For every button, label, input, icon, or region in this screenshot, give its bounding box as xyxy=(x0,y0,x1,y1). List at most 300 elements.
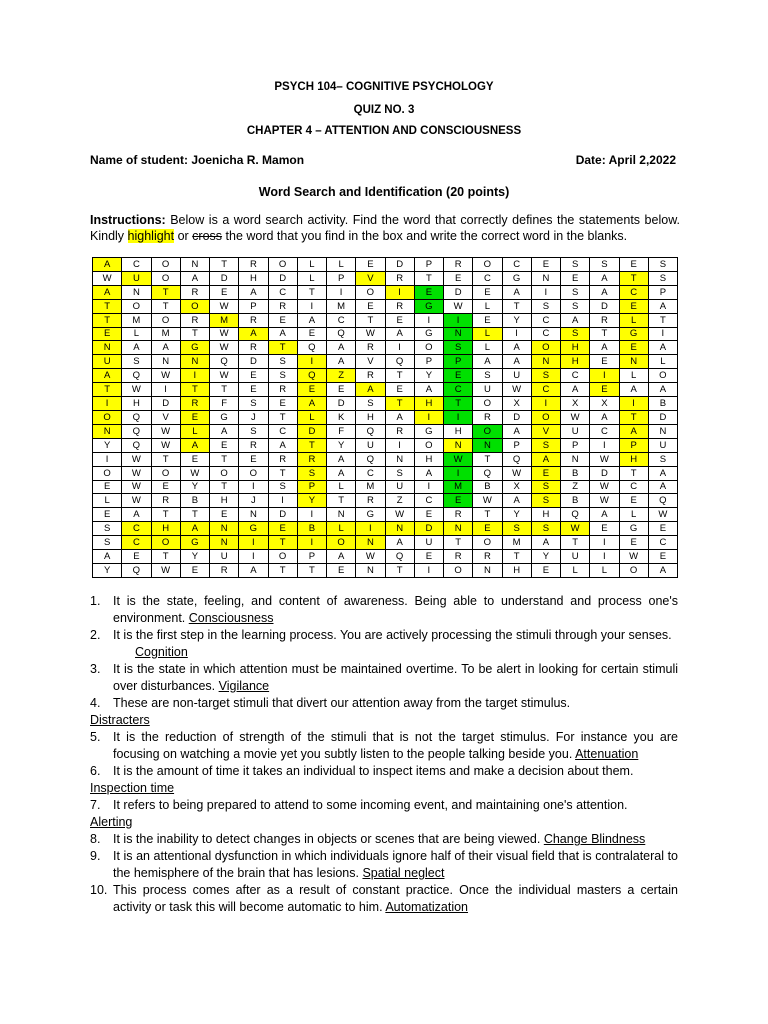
grid-cell[interactable]: N xyxy=(327,508,356,522)
grid-cell[interactable]: S xyxy=(122,355,151,369)
grid-cell[interactable]: E xyxy=(268,522,297,536)
grid-cell[interactable]: A xyxy=(356,383,385,397)
grid-cell[interactable]: N xyxy=(210,536,239,550)
grid-cell[interactable]: H xyxy=(444,424,473,438)
grid-cell[interactable]: N xyxy=(561,452,590,466)
grid-cell[interactable]: P xyxy=(239,299,268,313)
grid-cell[interactable]: R xyxy=(444,550,473,564)
answer-blank[interactable]: Spatial neglect xyxy=(362,866,445,880)
grid-cell[interactable]: A xyxy=(648,466,677,480)
grid-cell[interactable]: D xyxy=(444,285,473,299)
grid-cell[interactable]: E xyxy=(180,452,209,466)
grid-cell[interactable]: P xyxy=(297,550,326,564)
grid-cell[interactable]: H xyxy=(502,563,531,577)
grid-cell[interactable]: S xyxy=(385,466,414,480)
grid-cell[interactable]: A xyxy=(297,313,326,327)
grid-cell[interactable]: A xyxy=(327,355,356,369)
grid-cell[interactable]: N xyxy=(356,536,385,550)
grid-cell[interactable]: E xyxy=(385,313,414,327)
grid-cell[interactable]: E xyxy=(210,285,239,299)
grid-cell[interactable]: H xyxy=(122,397,151,411)
grid-cell[interactable]: N xyxy=(239,508,268,522)
grid-cell[interactable]: U xyxy=(473,383,502,397)
grid-cell[interactable]: N xyxy=(210,522,239,536)
grid-cell[interactable]: U xyxy=(385,480,414,494)
grid-cell[interactable]: I xyxy=(297,508,326,522)
grid-cell[interactable]: A xyxy=(180,438,209,452)
grid-cell[interactable]: S xyxy=(561,299,590,313)
grid-cell[interactable]: A xyxy=(590,271,619,285)
grid-cell[interactable]: O xyxy=(473,258,502,272)
grid-cell[interactable]: K xyxy=(327,410,356,424)
grid-cell[interactable]: I xyxy=(93,452,122,466)
grid-cell[interactable]: A xyxy=(327,341,356,355)
grid-cell[interactable]: E xyxy=(414,550,443,564)
grid-cell[interactable]: Z xyxy=(385,494,414,508)
grid-cell[interactable]: N xyxy=(444,327,473,341)
grid-cell[interactable]: L xyxy=(561,563,590,577)
grid-cell[interactable]: W xyxy=(151,369,180,383)
grid-cell[interactable]: I xyxy=(356,522,385,536)
grid-cell[interactable]: P xyxy=(619,438,648,452)
grid-cell[interactable]: O xyxy=(648,369,677,383)
grid-cell[interactable]: N xyxy=(93,424,122,438)
grid-cell[interactable]: P xyxy=(414,355,443,369)
grid-cell[interactable]: R xyxy=(180,285,209,299)
grid-cell[interactable]: E xyxy=(444,271,473,285)
grid-cell[interactable]: P xyxy=(414,258,443,272)
grid-cell[interactable]: U xyxy=(648,438,677,452)
grid-cell[interactable]: E xyxy=(590,522,619,536)
grid-cell[interactable]: C xyxy=(444,383,473,397)
grid-cell[interactable]: Q xyxy=(210,355,239,369)
grid-cell[interactable]: O xyxy=(327,536,356,550)
grid-cell[interactable]: I xyxy=(385,341,414,355)
grid-cell[interactable]: A xyxy=(414,466,443,480)
grid-cell[interactable]: B xyxy=(561,466,590,480)
grid-cell[interactable]: O xyxy=(151,258,180,272)
grid-cell[interactable]: O xyxy=(180,299,209,313)
grid-cell[interactable]: L xyxy=(297,410,326,424)
grid-cell[interactable]: T xyxy=(356,313,385,327)
grid-cell[interactable]: R xyxy=(444,508,473,522)
grid-cell[interactable]: M xyxy=(502,536,531,550)
grid-cell[interactable]: A xyxy=(648,341,677,355)
grid-cell[interactable]: D xyxy=(327,397,356,411)
grid-cell[interactable]: A xyxy=(502,424,531,438)
grid-cell[interactable]: E xyxy=(327,563,356,577)
grid-cell[interactable]: G xyxy=(210,410,239,424)
grid-cell[interactable]: Y xyxy=(327,438,356,452)
grid-cell[interactable]: I xyxy=(502,327,531,341)
grid-cell[interactable]: T xyxy=(210,452,239,466)
grid-cell[interactable]: I xyxy=(297,536,326,550)
grid-cell[interactable]: E xyxy=(180,410,209,424)
grid-cell[interactable]: W xyxy=(210,341,239,355)
grid-cell[interactable]: I xyxy=(531,397,560,411)
grid-cell[interactable]: N xyxy=(444,438,473,452)
grid-cell[interactable]: Y xyxy=(531,550,560,564)
grid-cell[interactable]: P xyxy=(502,438,531,452)
grid-cell[interactable]: R xyxy=(444,258,473,272)
grid-cell[interactable]: A xyxy=(327,452,356,466)
grid-cell[interactable]: C xyxy=(648,536,677,550)
grid-cell[interactable]: T xyxy=(619,466,648,480)
grid-cell[interactable]: W xyxy=(502,466,531,480)
grid-cell[interactable]: A xyxy=(122,508,151,522)
grid-cell[interactable]: L xyxy=(473,341,502,355)
grid-cell[interactable]: E xyxy=(327,383,356,397)
grid-cell[interactable]: S xyxy=(239,424,268,438)
grid-cell[interactable]: C xyxy=(619,480,648,494)
grid-cell[interactable]: A xyxy=(502,494,531,508)
grid-cell[interactable]: W xyxy=(151,438,180,452)
grid-cell[interactable]: L xyxy=(473,299,502,313)
grid-cell[interactable]: E xyxy=(93,327,122,341)
grid-cell[interactable]: L xyxy=(590,563,619,577)
grid-cell[interactable]: W xyxy=(180,466,209,480)
grid-cell[interactable]: L xyxy=(93,494,122,508)
grid-cell[interactable]: T xyxy=(93,299,122,313)
grid-cell[interactable]: X xyxy=(590,397,619,411)
grid-cell[interactable]: C xyxy=(356,466,385,480)
grid-cell[interactable]: R xyxy=(268,383,297,397)
grid-cell[interactable]: T xyxy=(385,369,414,383)
grid-cell[interactable]: A xyxy=(502,285,531,299)
grid-cell[interactable]: W xyxy=(93,271,122,285)
grid-cell[interactable]: C xyxy=(502,258,531,272)
grid-cell[interactable]: R xyxy=(297,452,326,466)
grid-cell[interactable]: G xyxy=(180,536,209,550)
grid-cell[interactable]: O xyxy=(444,563,473,577)
grid-cell[interactable]: I xyxy=(180,369,209,383)
grid-cell[interactable]: T xyxy=(297,438,326,452)
grid-cell[interactable]: P xyxy=(297,480,326,494)
grid-cell[interactable]: F xyxy=(327,424,356,438)
grid-cell[interactable]: G xyxy=(619,522,648,536)
answer-blank[interactable]: Cognition xyxy=(135,645,188,659)
grid-cell[interactable]: G xyxy=(414,424,443,438)
grid-cell[interactable]: Q xyxy=(297,369,326,383)
grid-cell[interactable]: W xyxy=(151,563,180,577)
grid-cell[interactable]: I xyxy=(414,480,443,494)
grid-cell[interactable]: T xyxy=(502,550,531,564)
grid-cell[interactable]: W xyxy=(210,327,239,341)
grid-cell[interactable]: T xyxy=(648,313,677,327)
grid-cell[interactable]: A xyxy=(473,355,502,369)
grid-cell[interactable]: W xyxy=(444,299,473,313)
grid-cell[interactable]: I xyxy=(327,285,356,299)
grid-cell[interactable]: A xyxy=(531,536,560,550)
grid-cell[interactable]: A xyxy=(239,285,268,299)
grid-cell[interactable]: E xyxy=(561,271,590,285)
grid-cell[interactable]: L xyxy=(619,313,648,327)
grid-cell[interactable]: T xyxy=(93,383,122,397)
grid-cell[interactable]: S xyxy=(502,522,531,536)
grid-cell[interactable]: O xyxy=(151,271,180,285)
grid-cell[interactable]: E xyxy=(590,355,619,369)
grid-cell[interactable]: A xyxy=(502,355,531,369)
grid-cell[interactable]: N xyxy=(356,563,385,577)
grid-cell[interactable]: A xyxy=(122,341,151,355)
grid-cell[interactable]: H xyxy=(619,452,648,466)
grid-cell[interactable]: Y xyxy=(93,438,122,452)
grid-cell[interactable]: I xyxy=(590,550,619,564)
grid-cell[interactable]: A xyxy=(93,285,122,299)
grid-cell[interactable]: T xyxy=(210,258,239,272)
grid-cell[interactable]: D xyxy=(268,508,297,522)
grid-cell[interactable]: O xyxy=(268,550,297,564)
grid-cell[interactable]: T xyxy=(444,536,473,550)
grid-cell[interactable]: T xyxy=(297,285,326,299)
grid-cell[interactable]: V xyxy=(356,355,385,369)
grid-cell[interactable]: H xyxy=(414,397,443,411)
grid-cell[interactable]: E xyxy=(239,452,268,466)
grid-cell[interactable]: T xyxy=(268,563,297,577)
grid-cell[interactable]: E xyxy=(239,383,268,397)
grid-cell[interactable]: Y xyxy=(502,508,531,522)
grid-cell[interactable]: S xyxy=(531,494,560,508)
grid-cell[interactable]: Q xyxy=(356,452,385,466)
grid-cell[interactable]: R xyxy=(385,424,414,438)
grid-cell[interactable]: G xyxy=(502,271,531,285)
grid-cell[interactable]: A xyxy=(151,341,180,355)
grid-cell[interactable]: O xyxy=(151,536,180,550)
grid-cell[interactable]: W xyxy=(122,383,151,397)
answer-blank[interactable]: Vigilance xyxy=(218,679,270,693)
grid-cell[interactable]: A xyxy=(180,522,209,536)
grid-cell[interactable]: I xyxy=(648,327,677,341)
grid-cell[interactable]: P xyxy=(444,355,473,369)
grid-cell[interactable]: A xyxy=(561,313,590,327)
grid-cell[interactable]: T xyxy=(444,397,473,411)
grid-cell[interactable]: D xyxy=(648,410,677,424)
grid-cell[interactable]: E xyxy=(414,285,443,299)
grid-cell[interactable]: T xyxy=(268,410,297,424)
grid-cell[interactable]: D xyxy=(414,522,443,536)
grid-cell[interactable]: T xyxy=(561,536,590,550)
grid-cell[interactable]: A xyxy=(327,466,356,480)
grid-cell[interactable]: R xyxy=(210,563,239,577)
grid-cell[interactable]: R xyxy=(385,271,414,285)
grid-cell[interactable]: R xyxy=(180,397,209,411)
grid-cell[interactable]: E xyxy=(93,480,122,494)
grid-cell[interactable]: L xyxy=(619,508,648,522)
grid-cell[interactable]: B xyxy=(297,522,326,536)
grid-cell[interactable]: W xyxy=(122,466,151,480)
grid-cell[interactable]: R xyxy=(590,313,619,327)
grid-cell[interactable]: A xyxy=(531,452,560,466)
grid-cell[interactable]: A xyxy=(93,550,122,564)
grid-cell[interactable]: T xyxy=(385,397,414,411)
grid-cell[interactable]: I xyxy=(531,285,560,299)
grid-cell[interactable]: Q xyxy=(561,508,590,522)
grid-cell[interactable]: W xyxy=(590,480,619,494)
grid-cell[interactable]: O xyxy=(414,438,443,452)
grid-cell[interactable]: W xyxy=(122,452,151,466)
grid-cell[interactable]: O xyxy=(268,258,297,272)
grid-cell[interactable]: S xyxy=(648,271,677,285)
grid-cell[interactable]: U xyxy=(93,355,122,369)
grid-cell[interactable]: O xyxy=(473,424,502,438)
grid-cell[interactable]: C xyxy=(268,285,297,299)
grid-cell[interactable]: M xyxy=(444,480,473,494)
grid-cell[interactable]: T xyxy=(210,383,239,397)
grid-cell[interactable]: R xyxy=(473,550,502,564)
grid-cell[interactable]: Q xyxy=(327,327,356,341)
grid-cell[interactable]: C xyxy=(122,536,151,550)
grid-cell[interactable]: O xyxy=(239,466,268,480)
grid-cell[interactable]: Q xyxy=(297,341,326,355)
grid-cell[interactable]: I xyxy=(239,536,268,550)
grid-cell[interactable]: W xyxy=(122,494,151,508)
grid-cell[interactable]: F xyxy=(210,397,239,411)
grid-cell[interactable]: S xyxy=(531,369,560,383)
grid-cell[interactable]: S xyxy=(561,327,590,341)
grid-cell[interactable]: W xyxy=(210,299,239,313)
grid-cell[interactable]: N xyxy=(385,452,414,466)
grid-cell[interactable]: O xyxy=(151,313,180,327)
grid-cell[interactable]: Q xyxy=(122,563,151,577)
grid-cell[interactable]: U xyxy=(356,438,385,452)
grid-cell[interactable]: O xyxy=(531,341,560,355)
grid-cell[interactable]: A xyxy=(619,383,648,397)
grid-cell[interactable]: H xyxy=(561,341,590,355)
grid-cell[interactable]: A xyxy=(210,424,239,438)
grid-cell[interactable]: S xyxy=(531,522,560,536)
grid-cell[interactable]: A xyxy=(385,410,414,424)
grid-cell[interactable]: Y xyxy=(502,313,531,327)
grid-cell[interactable]: A xyxy=(239,327,268,341)
grid-cell[interactable]: T xyxy=(590,327,619,341)
grid-cell[interactable]: Q xyxy=(385,550,414,564)
grid-cell[interactable]: S xyxy=(531,438,560,452)
grid-cell[interactable]: A xyxy=(648,383,677,397)
grid-cell[interactable]: N xyxy=(180,258,209,272)
grid-cell[interactable]: T xyxy=(151,550,180,564)
grid-cell[interactable]: I xyxy=(151,383,180,397)
grid-cell[interactable]: G xyxy=(619,327,648,341)
grid-cell[interactable]: P xyxy=(648,285,677,299)
grid-cell[interactable]: T xyxy=(180,327,209,341)
grid-cell[interactable]: T xyxy=(93,313,122,327)
grid-cell[interactable]: I xyxy=(590,369,619,383)
grid-cell[interactable]: H xyxy=(239,271,268,285)
grid-cell[interactable]: L xyxy=(327,258,356,272)
grid-cell[interactable]: R xyxy=(385,299,414,313)
grid-cell[interactable]: C xyxy=(327,313,356,327)
grid-cell[interactable]: X xyxy=(502,397,531,411)
grid-cell[interactable]: E xyxy=(473,522,502,536)
grid-cell[interactable]: B xyxy=(648,397,677,411)
grid-cell[interactable]: E xyxy=(531,466,560,480)
grid-cell[interactable]: A xyxy=(385,327,414,341)
grid-cell[interactable]: T xyxy=(151,299,180,313)
grid-cell[interactable]: D xyxy=(239,355,268,369)
grid-cell[interactable]: L xyxy=(619,369,648,383)
grid-cell[interactable]: X xyxy=(502,480,531,494)
grid-cell[interactable]: S xyxy=(268,355,297,369)
grid-cell[interactable]: L xyxy=(180,424,209,438)
grid-cell[interactable]: D xyxy=(151,397,180,411)
grid-cell[interactable]: T xyxy=(619,410,648,424)
grid-cell[interactable]: A xyxy=(327,550,356,564)
grid-cell[interactable]: T xyxy=(327,494,356,508)
grid-cell[interactable]: O xyxy=(619,563,648,577)
grid-cell[interactable]: T xyxy=(151,508,180,522)
grid-cell[interactable]: I xyxy=(619,397,648,411)
grid-cell[interactable]: W xyxy=(356,327,385,341)
grid-cell[interactable]: E xyxy=(356,299,385,313)
grid-cell[interactable]: B xyxy=(180,494,209,508)
grid-cell[interactable]: E xyxy=(414,508,443,522)
grid-cell[interactable]: N xyxy=(619,355,648,369)
grid-cell[interactable]: S xyxy=(590,258,619,272)
grid-cell[interactable]: Q xyxy=(122,424,151,438)
grid-cell[interactable]: S xyxy=(93,522,122,536)
grid-cell[interactable]: H xyxy=(531,508,560,522)
grid-cell[interactable]: W xyxy=(210,369,239,383)
answer-blank[interactable]: Consciousness xyxy=(188,611,274,625)
grid-cell[interactable]: E xyxy=(151,480,180,494)
grid-cell[interactable]: W xyxy=(473,494,502,508)
grid-cell[interactable]: N xyxy=(151,355,180,369)
grid-cell[interactable]: C xyxy=(122,522,151,536)
grid-cell[interactable]: E xyxy=(619,299,648,313)
grid-cell[interactable]: E xyxy=(239,369,268,383)
grid-cell[interactable]: I xyxy=(385,285,414,299)
grid-cell[interactable]: O xyxy=(93,410,122,424)
grid-cell[interactable]: L xyxy=(327,480,356,494)
grid-cell[interactable]: R xyxy=(356,494,385,508)
grid-cell[interactable]: Y xyxy=(180,480,209,494)
grid-cell[interactable]: C xyxy=(414,494,443,508)
grid-cell[interactable]: M xyxy=(356,480,385,494)
grid-cell[interactable]: Q xyxy=(356,424,385,438)
grid-cell[interactable]: L xyxy=(297,271,326,285)
grid-cell[interactable]: D xyxy=(502,410,531,424)
grid-cell[interactable]: O xyxy=(473,536,502,550)
grid-cell[interactable]: C xyxy=(268,424,297,438)
grid-cell[interactable]: I xyxy=(385,438,414,452)
grid-cell[interactable]: C xyxy=(122,258,151,272)
grid-cell[interactable]: N xyxy=(648,424,677,438)
grid-cell[interactable]: T xyxy=(297,563,326,577)
grid-cell[interactable]: Q xyxy=(122,369,151,383)
grid-cell[interactable]: P xyxy=(327,271,356,285)
grid-cell[interactable]: R xyxy=(356,369,385,383)
grid-cell[interactable]: A xyxy=(268,438,297,452)
grid-cell[interactable]: Z xyxy=(327,369,356,383)
grid-cell[interactable]: O xyxy=(414,341,443,355)
grid-cell[interactable]: O xyxy=(210,466,239,480)
grid-cell[interactable]: T xyxy=(268,341,297,355)
grid-cell[interactable]: R xyxy=(239,313,268,327)
grid-cell[interactable]: D xyxy=(385,258,414,272)
grid-cell[interactable]: A xyxy=(385,536,414,550)
grid-cell[interactable]: G xyxy=(180,341,209,355)
grid-cell[interactable]: O xyxy=(122,299,151,313)
grid-cell[interactable]: O xyxy=(473,397,502,411)
grid-cell[interactable]: N xyxy=(180,355,209,369)
grid-cell[interactable]: U xyxy=(210,550,239,564)
grid-cell[interactable]: N xyxy=(473,438,502,452)
grid-cell[interactable]: T xyxy=(414,271,443,285)
grid-cell[interactable]: T xyxy=(473,452,502,466)
grid-cell[interactable]: A xyxy=(590,285,619,299)
grid-cell[interactable]: J xyxy=(239,410,268,424)
grid-cell[interactable]: S xyxy=(648,452,677,466)
